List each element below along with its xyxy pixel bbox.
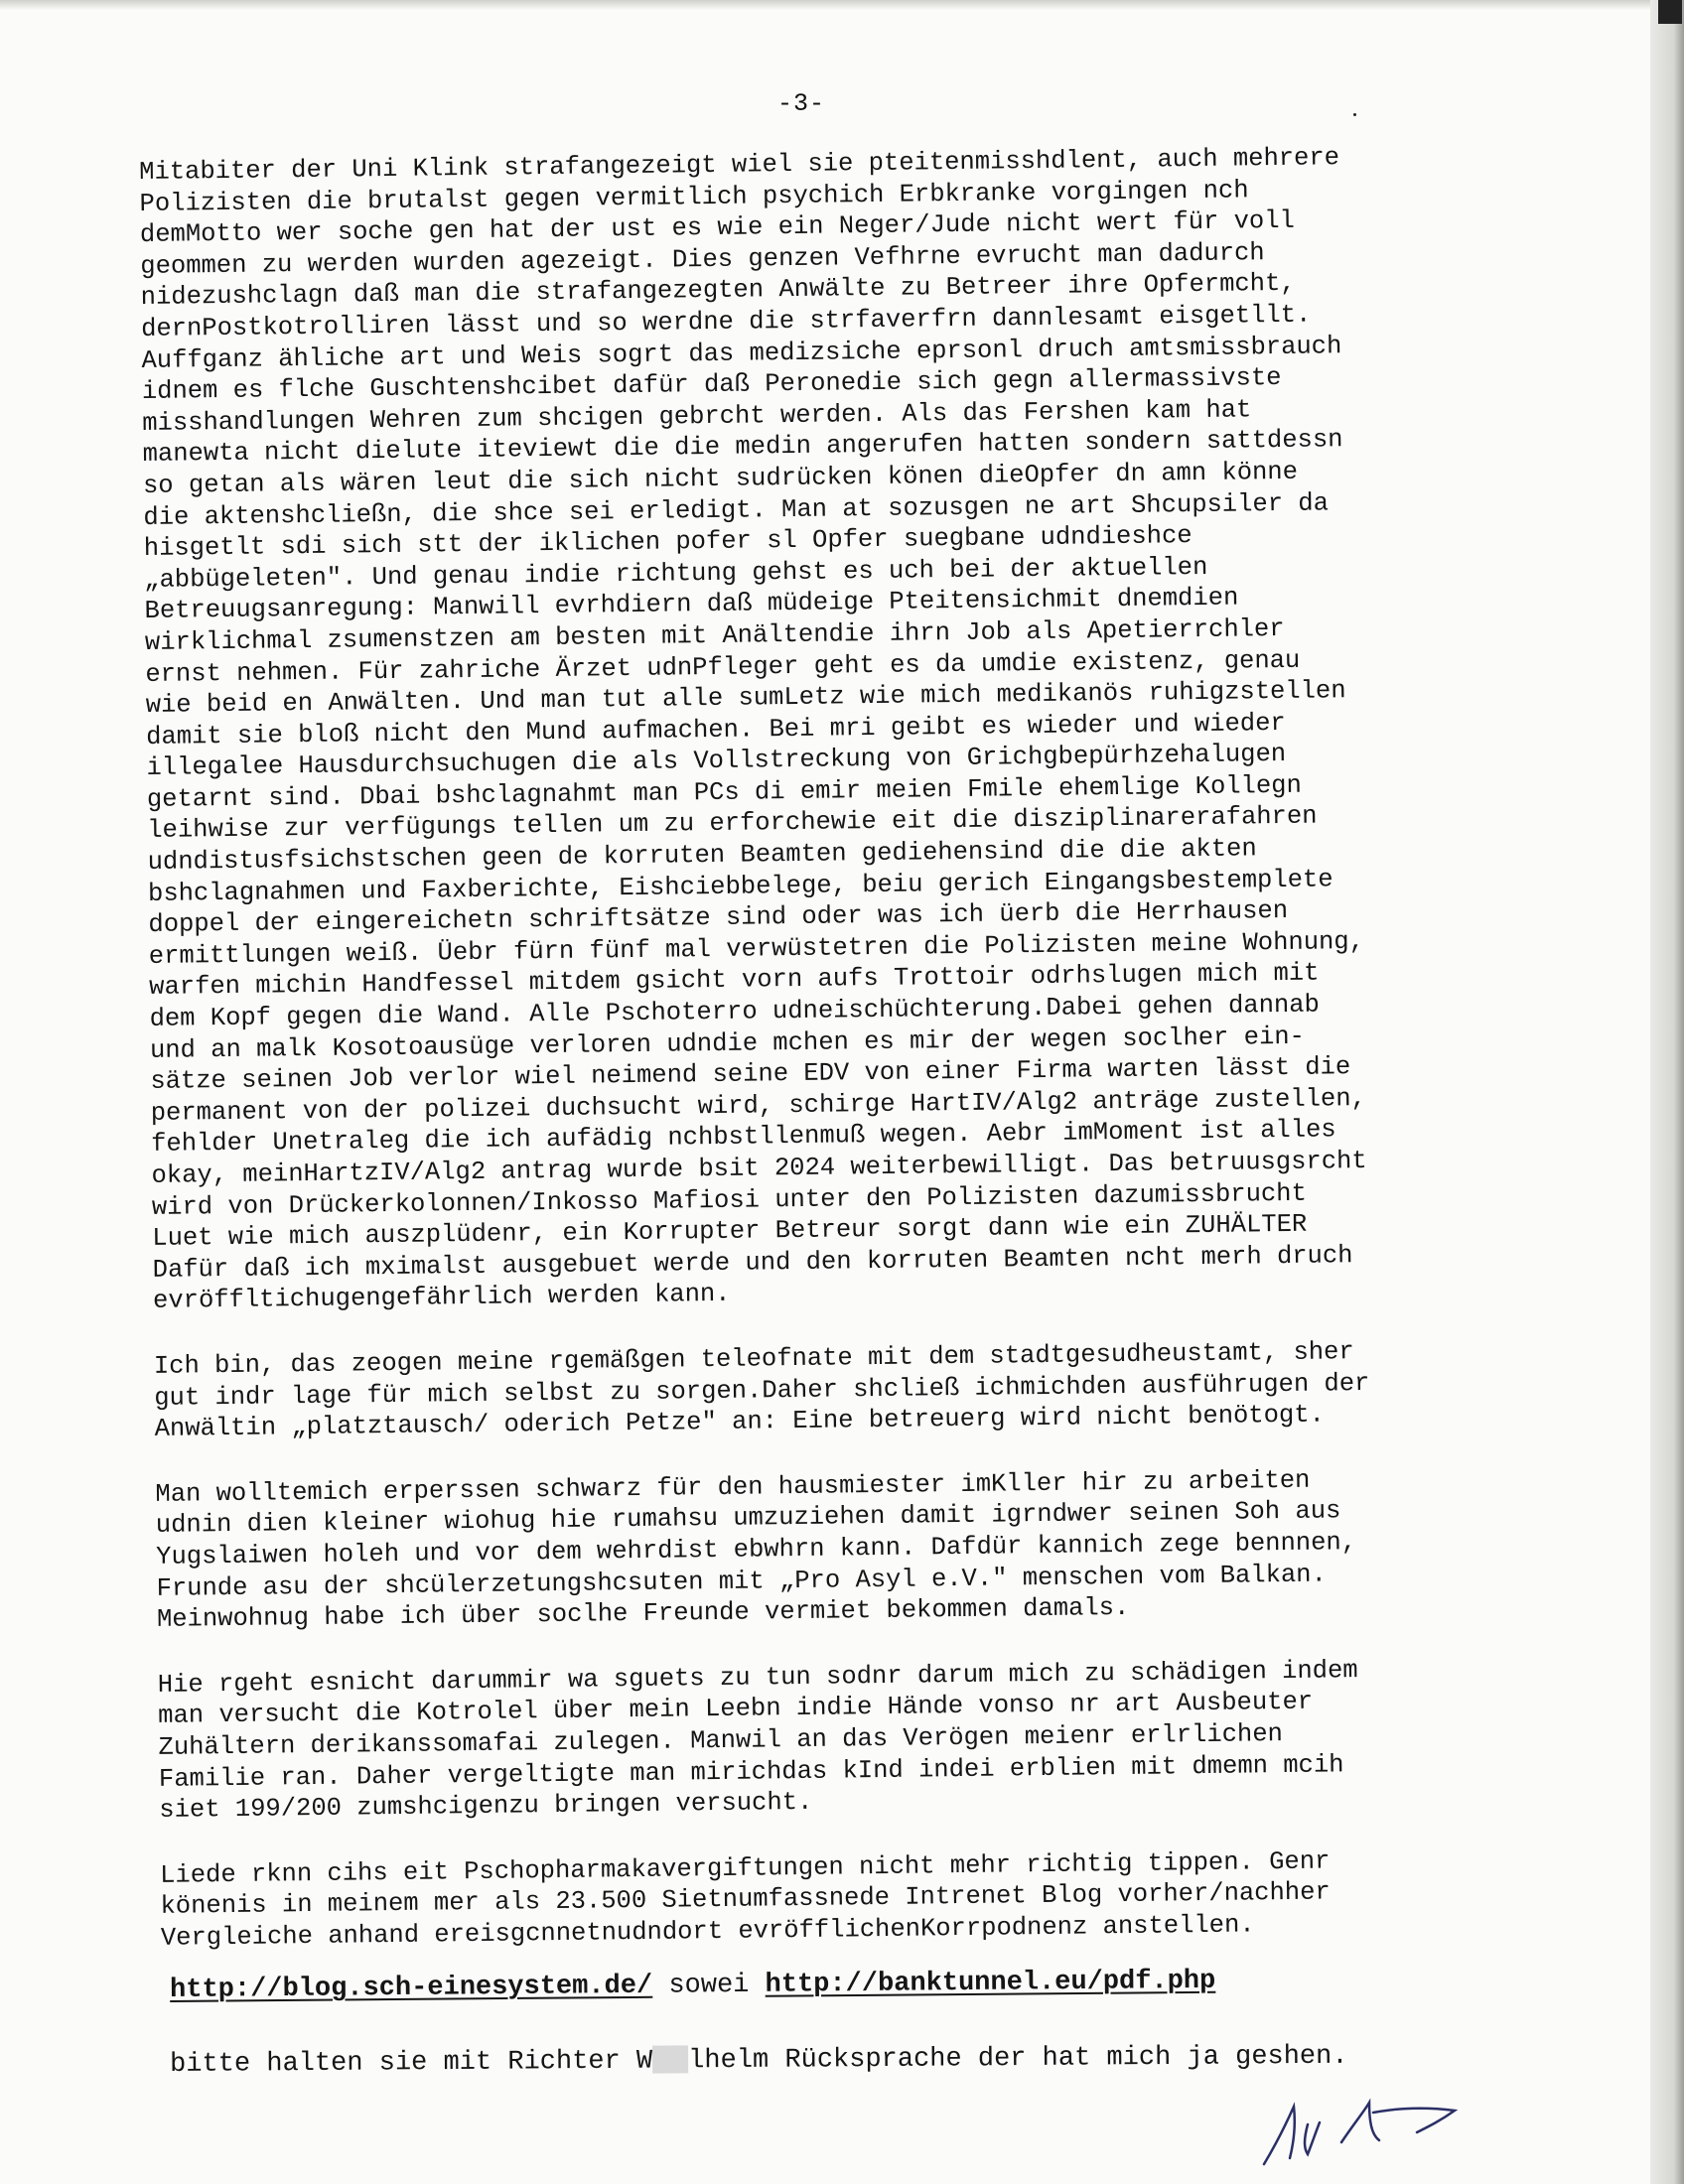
text-line: hisgetlt sdi sich stt der iklichen pofer sl Opfer suegbane udndieshce [143,521,1193,564]
text-line: Meinwohnug habe ich über soclhe Freunde vermiet bekommen damals. [156,1593,1130,1635]
text-line: Ich bin, das zeogen meine rgemäßgen teleofnate mit dem stadtgesudheustamt, sher [153,1337,1354,1381]
text-line: evröffltichugengefährlich werden kann. [152,1280,731,1316]
page-edge-shadow [1650,0,1684,2184]
text-line: fehlder Unetraleg die ich aufädig nchbstllenmuß wegen. Aebr imMoment ist alles [150,1115,1336,1160]
text-line: ermittlungen weiß. Üebr fürn fünf mal verwüstetren die Polizisten meine Wohnung, [148,926,1365,971]
text-line: man versucht die Kotrolel über mein Leebn indie Hände vonso nr art Ausbeuter [158,1687,1314,1731]
text-line: Hie rgeht esnicht darummir wa sguets zu tun sodnr darum mich zu schädigen indem [157,1655,1358,1700]
ink-speck [1353,113,1356,116]
scan-top-shadow [0,0,1684,10]
text-line: manewta nicht dielute iteviewt die die medin angerufen hatten sondern sattdessn [142,425,1343,470]
text-line: permanent von der polizei duchsucht wird, schirge HartIV/Alg2 anträge zustellen, [150,1083,1367,1128]
text-line: idnem es flche Guschtenshcibet dafür daß Peronedie sich gegn allermassivste [141,363,1282,407]
blog-link[interactable]: http://blog.sch-einesystem.de/ [170,1971,653,2005]
text-line: dem Kopf gegen die Wand. Alle Pschoterro udneischüchterung.Dabei gehen dannab [149,990,1320,1033]
text-line: damit sie bloß nicht den Mund aufmachen. Bei mri geibt es wieder und wieder [145,708,1286,751]
text-line: warfen michin Handfessel mitdem gsicht vorn aufs Trottoir odrhslugen mich mit [149,958,1320,1003]
text-line: Luet wie mich auszplüdenr, ein Korrupter Betreur sorgt dann wie ein ZUHÄLTER [152,1209,1308,1254]
text-line: dernPostkotrolliren lässt und so werdne die strfaverfrn dannlesamt eisgetllt. [140,300,1312,343]
text-line: Yugslaiwen holeh und vor dem wehrdist ebwhrn kann. Dafdür kannich zege bennnen, [156,1528,1357,1571]
text-line: geommen zu werden wurden agezeigt. Dies genzen Vefhrne evrucht man dadurch [140,237,1265,281]
text-line: wird von Drückerkolonnen/Inkosso Mafiosi unter den Polizisten dazumissbrucht [151,1178,1308,1222]
text-line: bshclagnahmen und Faxberichte, Eishciebbelege, beiu gerich Eingangsbestemplete [147,865,1333,908]
closing-line [170,2041,1348,2080]
text-line: doppel der eingereichetn schriftsätze sind oder was ich üerb die Herrhausen [148,896,1289,940]
text-line: gut indr lage für mich selbst zu sorgen.Daher shcließ ichmichden ausführugen der [154,1368,1370,1413]
closing-text-start: bitte halten sie mit Richter W [170,2046,653,2080]
closing-text-middle: lhe [688,2046,737,2077]
text-line: Anwältin „platztausch/ oderich Petze" an: Eine betreuerg wird nicht benötogt. [154,1400,1326,1444]
text-line: Frunde asu der shcülerzetungshcsuten mit „Pro Asyl e.V." menschen vom Balkan. [156,1560,1328,1603]
handwritten-signature [1246,2085,1524,2174]
letter-body [139,140,1531,1954]
text-line: wie beid en Anwälten. Und man tut alle sumLetz wie mich medikanös ruhigzstellen [145,676,1346,721]
paragraph [158,1653,1530,1827]
paragraph [155,1462,1527,1636]
text-line: leihwise zur verfügungs tellen um zu erforchewie eit die disziplinarerafahren [147,802,1318,846]
link-line [170,1967,1215,2005]
closing-text-end: lm Rücksprache der hat mich ja geshen. [736,2041,1348,2077]
text-line: Auffganz ähliche art und Weis sogrt das medizsiche eprsonl druch amtsmissbrauch [141,331,1342,375]
text-line: so getan als wären leut die sich nicht sudrücken könen dieOpfer dn amn könne [142,457,1299,500]
text-line: „abbügeleten". Und genau indie richtung gehst es uch bei der aktuellen [144,552,1208,595]
text-line: ernst nehmen. Für zahriche Ärzet udnPfleger geht es da umdie existenz, genau [145,645,1301,689]
text-line: siet 199/200 zumshcigenzu bringen versucht. [159,1787,813,1825]
scan-corner-mark [1658,0,1682,24]
pdf-link[interactable]: http://banktunnel.eu/pdf.php [765,1966,1216,2000]
text-line: okay, meinHartzIV/Alg2 antrag wurde bsit 2024 weiterbewilligt. Das betruusgsrcht [151,1146,1367,1190]
text-line: Vergleiche anhand ereisgcnnetnudndort evröfflichenKorrpodnenz anstellen. [160,1910,1255,1953]
text-line: Mitabiter der Uni Klink strafangezeigt wiel sie pteitenmisshdlent, auch mehrere [139,143,1340,187]
paragraph [154,1334,1525,1445]
text-line: die aktenshcließn, die shce sei erledigt. Man at sozusgen ne art Shcupsiler da [143,487,1330,532]
text-line: Zuhältern derikanssomafai zulegen. Manwil an das Verögen meienr erlrlichen [158,1718,1284,1762]
text-line: misshandlungen Wehren zum shcigen gebrcht werden. Als das Fershen kam hat [142,395,1252,438]
text-line: udnin dien kleiner wiohug hie rumahsu umzuziehen damit igrndwer seinen Soh aus [155,1496,1341,1541]
paragraph [139,140,1523,1317]
text-line: Liede rknn cihs eit Pschopharmakavergiftungen nicht mehr richtig tippen. Genr [159,1846,1331,1890]
text-line: illegalee Hausdurchsuchugen die als Vollstreckung von Grichgbepürhzehalugen [146,740,1287,783]
redaction-box [652,2045,688,2073]
text-line: und an malk Kosotoausüge verloren udndie mchen es mir der wegen soclher ein- [149,1022,1306,1065]
text-line: nidezushclagn daß man die strafangezegten Anwälte zu Betreer ihre Opfermcht, [140,269,1296,313]
text-line: Familie ran. Daher vergeltigte man mirichdas kInd indei erblien mit dmemn mcih [158,1749,1344,1794]
paragraph [160,1843,1531,1955]
text-line: sätze seinen Job verlor wiel neimend seine EDV von einer Firma warten lässt die [150,1052,1351,1097]
text-line: Polizisten die brutalst gegen vermitlich psychich Erbkranke vorgingen nch [139,175,1249,218]
text-line: udndistusfsichstschen geen de korruten Beamten gediehensind die die akten [147,834,1257,878]
text-line: Dafür daß ich mximalst ausgebuet werde und den korruten Beamten ncht merh druch [152,1240,1353,1285]
page-number: -3- [777,89,826,118]
text-line: getarnt sind. Dbai bshclagnahmt man PCs di emir meien Fmile ehemlige Kollegn [146,770,1302,814]
text-line: Man wolltemich erperssen schwarz für den hausmiester imKller hir zu arbeiten [155,1465,1311,1509]
text-line: demMotto wer soche gen hat der ust es wie ein Neger/Jude nicht wert für voll [139,205,1296,250]
link-separator: sowei [652,1970,766,2001]
text-line: könenis in meinem mer als 23.500 Sietnumfassnede Intrenet Blog vorher/nachher [160,1877,1331,1922]
text-line: wirklichmal zsumenstzen am besten mit Anältendie ihrn Job als Apetierrchler [144,614,1285,657]
text-line: Betreuugsanregung: Manwill evrhdiern daß müdeige Pteitensichmit dnemdien [144,583,1239,626]
